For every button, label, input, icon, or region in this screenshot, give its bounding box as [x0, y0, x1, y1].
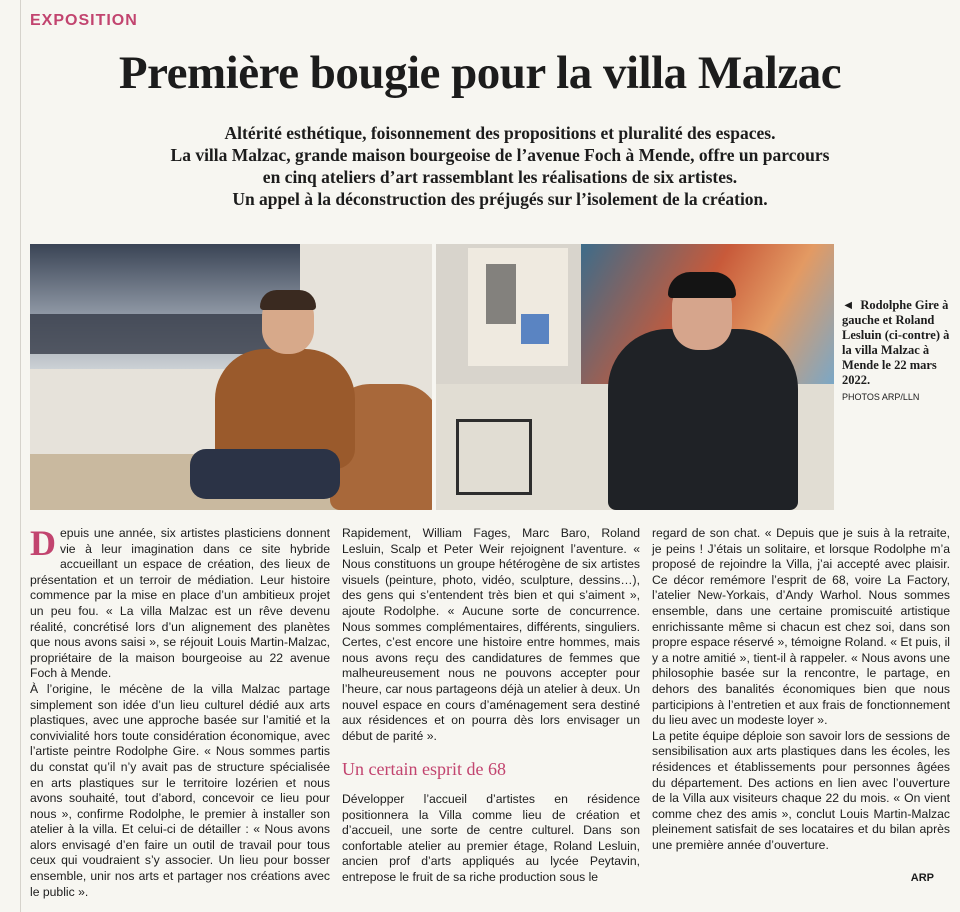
- paragraph: Développer l’accueil d’artistes en résidence positionnera la Villa comme lieu de création et d’accueil, une sorte de centre culturel. Dans son confortable atelier au premier étage, Roland Lesluin, ancien prof d’arts appliqués au lycée Peytavin, entrepose le fruit de sa riche production sous le: [342, 791, 640, 884]
- paragraph-text: epuis une année, six artistes plasticiens donnent vie à leur imagination dans ce site hybride accueillant un espace de création, des lieux de présentation et un terroir de médiation. Leur histoire commence par la mise en place d’un ambitieux projet un peu fou. « La villa Malzac est un rêve devenu réalité, concrétisé lors d’un alignement des planètes que nous avons saisi », se réjouit Louis Martin-Malzac, propriétaire de la maison bourgeoise au 22 avenue Foch à Mende.: [30, 526, 330, 681]
- paragraph: À l’origine, le mécène de la villa Malzac partage simplement son idée d’un lieu culturel dédié aux arts plastiques, avec une approche basée sur l’amitié et la convivialité hors toute considération économique, avec l’artiste peintre Rodolphe Gire. « Nous sommes partis du constat qu’il n’y avait pas de structure spécialisée en arts plastiques sur le territoire lozérien et nous avons souhaité, tout d’abord, concevoir ce lieu pour nous », confirme Rodolphe, le premier à installer son atelier à la villa. Et celui-ci de détailler : « Nous avons alors envisagé d’en faire un outil de travail pour tous ceux qui voudraient s’y associer. Un lieu pour bosser ensemble, unir nos arts et partager nos créations avec le public ».: [30, 681, 330, 899]
- page-fold-line: [20, 0, 21, 912]
- page-title: Première bougie pour la villa Malzac: [118, 47, 842, 99]
- article-column-2: [342, 526, 640, 885]
- section-subhead: Un certain esprit de 68: [342, 759, 506, 780]
- paragraph: La petite équipe déploie son savoir lors de sessions de sensibilisation aux arts plastiques dans les écoles, les résidences et établissements pour personnes âgées du département. Des actions en lien avec l’ouverture de la Villa aux visiteurs chaque 22 du mois. « On vient comme chez des amis », conclut Louis Martin-Malzac pleinement satisfait de ses locataires et du bilan après une première année d’ouverture.: [652, 728, 950, 852]
- paragraph: regard de son chat. « Depuis que je suis à la retraite, je peins ! J’étais un solitaire, et lorsque Rodolphe m’a proposé de rejoindre la Villa, j’ai accepté avec plaisir. Ce décor remémore l’esprit de 68, voire La Factory, l’atelier New-Yorkais, d’Andy Warhol. Nous sommes ensemble, dans une certaine promiscuité artistique enrichissante même si chacun est chez soi, dans son propre espace réservé », témoigne Roland. « Et puis, il y a notre amitié », tient-il à rappeler. « Nous avons une philosophie basée sur la rencontre, le partage, en dehors des banalités économiques bien que nous participions à l’entretien et aux frais de fonctionnement du lieu avec un modeste loyer ».: [652, 526, 950, 728]
- lead-line: Un appel à la déconstruction des préjugés sur l’isolement de la création.: [232, 189, 768, 209]
- photo-caption: [842, 298, 954, 405]
- paragraph: Rapidement, William Fages, Marc Baro, Roland Lesluin, Scalp et Peter Weir rejoignent l’aventure. « Nous constituons un groupe hétérogène de six artistes visuels (peinture, photo, vidéo, sculpture, dessins…), des gens qui s’entendent très bien et qui s’aiment », ajoute Rodolphe. « Aucune sorte de concurrence. Nous sommes complémentaires, différents, singuliers. Certes, c’est encore une histoire entre hommes, mais nous avons reçu des candidatures de femmes que malheureusement nous ne pouvons accepter pour l’heure, car nous partageons déjà un atelier à deux. Un nouvel espace en cours d’aménagement sera destiné aux résidences et on pourra dès lors envisager un début de parité ».: [342, 526, 640, 743]
- paragraph: [30, 523, 330, 682]
- caption-text: Rodolphe Gire à gauche et Roland Lesluin (ci-contre) à la villa Malzac à Mende le 22 mars 2022.: [842, 298, 950, 387]
- lead-line: La villa Malzac, grande maison bourgeoise de l’avenue Foch à Mende, offre un parcours: [170, 145, 830, 165]
- lead-line: Altérité esthétique, foisonnement des propositions et pluralité des espaces.: [224, 123, 776, 143]
- author-signature: ARP: [910, 872, 934, 884]
- caption-arrow-icon: ◄: [842, 298, 855, 312]
- drop-cap: D: [30, 523, 56, 563]
- photo-roland-lesluin: [436, 244, 834, 510]
- lead-line: en cinq ateliers d’art rassemblant les réalisations de six artistes.: [262, 167, 738, 187]
- article-column-1: [30, 523, 330, 900]
- photo-credit: PHOTOS ARP/LLN: [842, 392, 920, 402]
- section-kicker: EXPOSITION: [30, 12, 138, 29]
- article-lead: [120, 122, 880, 210]
- photo-rodolphe-gire: [30, 244, 432, 510]
- article-column-3: [652, 526, 950, 853]
